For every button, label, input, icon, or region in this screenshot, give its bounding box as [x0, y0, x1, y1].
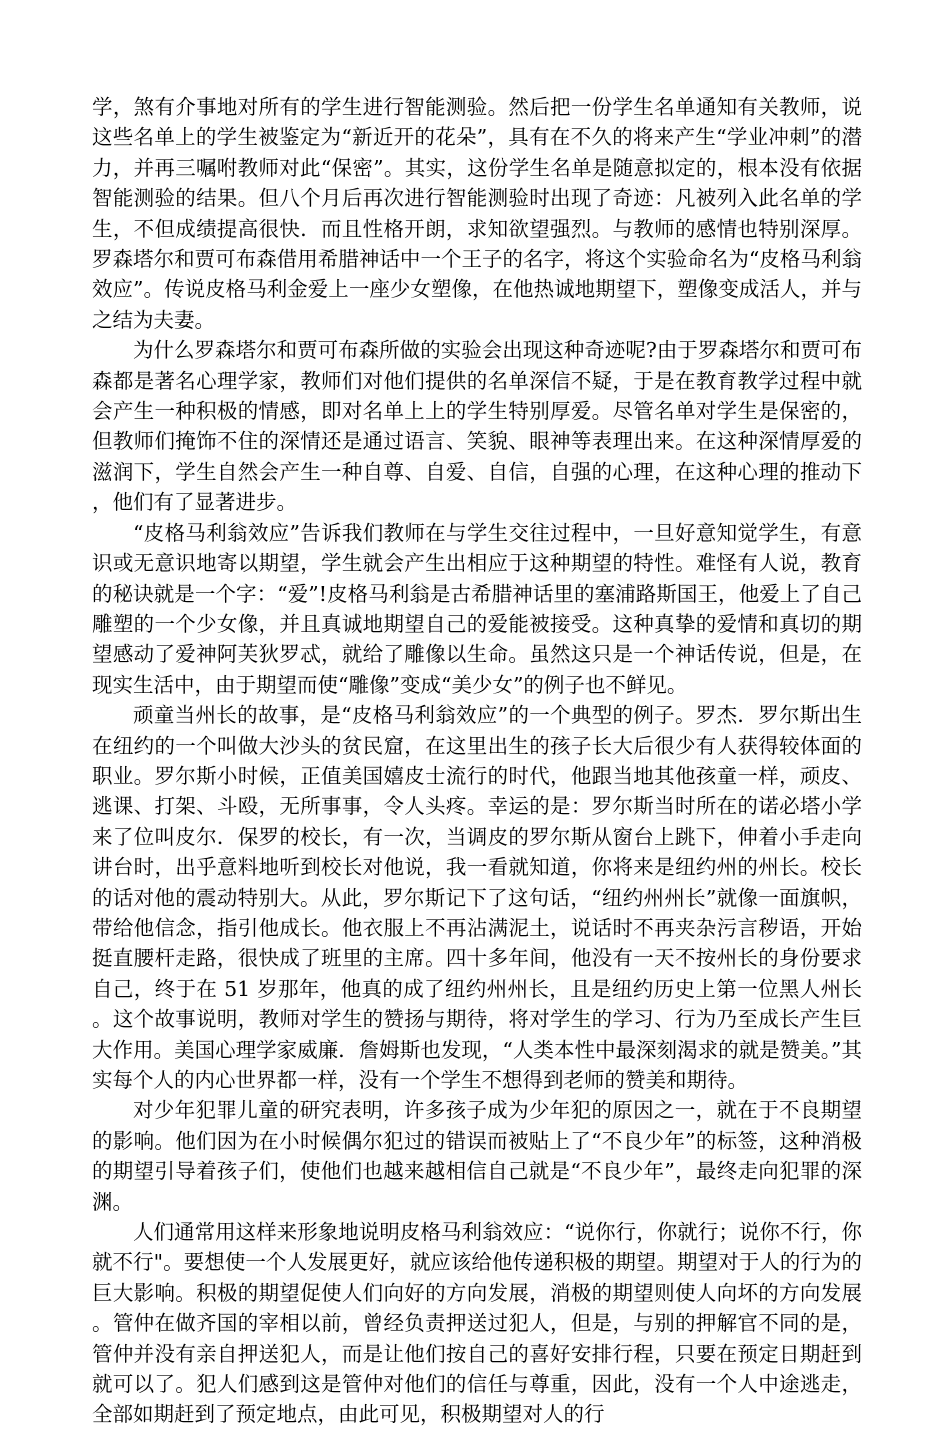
paragraph-1: 学，煞有介事地对所有的学生进行智能测验。然后把一份学生名单通知有关教师，说这些名单上的学生被鉴定为“新近开的花朵”，具有在不久的将来产生“学业冲刺”的潜力，并再三嘱咐教师对此“保密”。其实，这份学生名单是随意拟定的，根本没有依据智能测验的结果。但八个月后再次进行智能测验时出现了奇迹：凡被列入此名单的学生，不但成绩提高很快．而且性格开朗，求知欲望强烈。与教师的感情也特别深厚。罗森塔尔和贾可布森借用希腊神话中一个王子的名字，将这个实验命名为“皮格马利翁效应”。传说皮格马利金爱上一座少女塑像，在他热诚地期望下，塑像变成活人，并与之结为夫妻。 — [92, 95, 862, 332]
paragraph-4: 顽童当州长的故事，是“皮格马利翁效应”的一个典型的例子。罗杰．罗尔斯出生在纽约的一个叫做大沙头的贫民窟，在这里出生的孩子长大后很少有人获得较体面的职业。罗尔斯小时候，正值美国嬉皮士流行的时代，他跟当地其他孩童一样，顽皮、逃课、打架、斗殴，无所事事，令人头疼。幸运的是：罗尔斯当时所在的诺必塔小学来了位叫皮尔．保罗的校长，有一次，当调皮的罗尔斯从窗台上跳下，伸着小手走向讲台时，出乎意料地听到校长对他说，我一看就知道，你将来是纽约州的州长。校长的话对他的震动特别大。从此，罗尔斯记下了这句话，“纽约州州长”就像一面旗帜，带给他信念，指引他成长。他衣服上不再沾满泥土，说话时不再夹杂污言秽语，开始挺直腰杆走路，很快成了班里的主席。四十多年间，他没有一天不按州长的身份要求自己，终于在 51 岁那年，他真的成了纽约州州长，且是纽约历史上第一位黑人州长。这个故事说明，教师对学生的赞扬与期待，将对学生的学习、行为乃至成长产生巨大作用。美国心理学家威廉．詹姆斯也发现，“人类本性中最深刻渴求的就是赞美。”其实每个人的内心世界都一样，没有一个学生不想得到老师的赞美和期待。 — [92, 703, 862, 1092]
paragraph-6: 人们通常用这样来形象地说明皮格马利翁效应：“说你行，你就行；说你不行，你就不行"。要想使一个人发展更好，就应该给他传递积极的期望。期望对于人的行为的巨大影响。积极的期望促使人们向好的方向发展，消极的期望则使人向坏的方向发展。管仲在做齐国的宰相以前，曾经负责押送过犯人，但是，与别的押解官不同的是，管仲并没有亲自押送犯人，而是让他们按自己的喜好安排行程，只要在预定日期赶到就可以了。犯人们感到这是管仲对他们的信任与尊重，因此，没有一个人中途逃走，全部如期赶到了预定地点，由此可见，积极期望对人的行 — [92, 1220, 862, 1427]
paragraph-5: 对少年犯罪儿童的研究表明，许多孩子成为少年犯的原因之一，就在于不良期望的影响。他们因为在小时候偶尔犯过的错误而被贴上了“不良少年”的标签，这种消极的期望引导着孩子们，使他们也越来越相信自己就是“不良少年”，最终走向犯罪的深渊。 — [92, 1098, 862, 1214]
paragraph-3: “皮格马利翁效应”告诉我们教师在与学生交往过程中，一旦好意知觉学生，有意识或无意识地寄以期望，学生就会产生出相应于这种期望的特性。难怪有人说，教育的秘诀就是一个字：“爱”!皮格马利翁是古希腊神话里的塞浦路斯国王，他爱上了自己雕塑的一个少女像，并且真诚地期望自己的爱能被接受。这种真挚的爱情和真切的期望感动了爱神阿芙狄罗忒，就给了雕像以生命。虽然这只是一个神话传说，但是，在现实生活中，由于期望而使“雕像”变成“美少女”的例子也不鲜见。 — [92, 520, 862, 697]
paragraph-2: 为什么罗森塔尔和贾可布森所做的实验会出现这种奇迹呢?由于罗森塔尔和贾可布森都是著名心理学家，教师们对他们提供的名单深信不疑，于是在教育教学过程中就会产生一种积极的情感，即对名单上上的学生特别厚爱。尽管名单对学生是保密的，但教师们掩饰不住的深情还是通过语言、笑貌、眼神等表理出来。在这种深情厚爱的滋润下，学生自然会产生一种自尊、自爱、自信，自强的心理，在这种心理的推动下，他们有了显著进步。 — [92, 338, 862, 515]
document-page — [92, 92, 862, 1430]
